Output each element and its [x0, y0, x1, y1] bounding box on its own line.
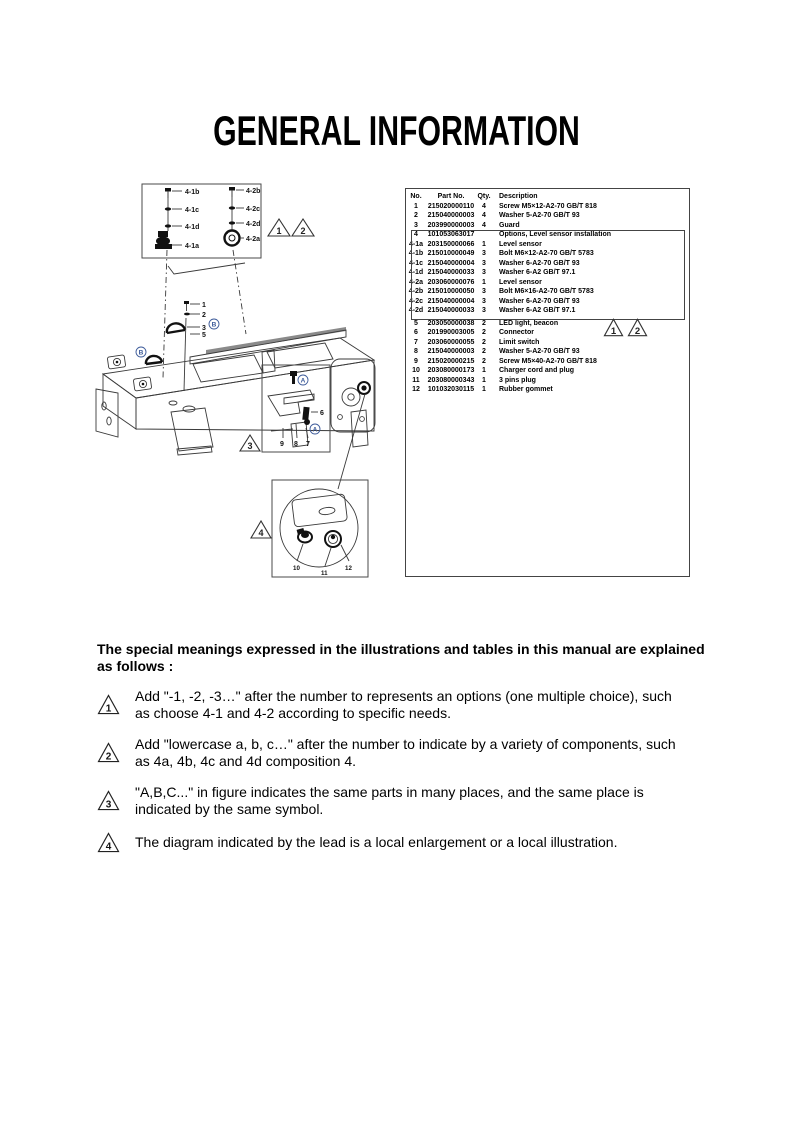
table-row [406, 240, 689, 250]
cell-part: 203050000038 [427, 319, 475, 327]
note-text: Add "-1, -2, -3…" after the number to represents an options (one multiple choice), such as choose 4-1 and 4-2 according to specific needs. [135, 688, 672, 721]
cell-no: 4-2d [408, 307, 424, 314]
cell-no: 6 [414, 329, 418, 336]
a-area-group [262, 365, 330, 452]
table-row [406, 338, 689, 348]
cell-part: 215040000004 [427, 259, 475, 267]
note-item [97, 784, 709, 817]
cell-no: 4-1a [408, 240, 423, 248]
callout-label-11: 11 [321, 570, 328, 577]
cell-qty [476, 230, 492, 240]
cell-no: 8 [414, 348, 418, 355]
figure-triangle-3-icon [240, 435, 260, 451]
callout-label-6: 6 [320, 410, 324, 417]
cell-part: 215020000215 [427, 357, 475, 365]
cell-desc: LED light, beacon [499, 319, 559, 327]
cell-desc: Options, Level sensor installation [499, 231, 612, 238]
cell-part: 201990003005 [427, 329, 475, 336]
cell-no: 5 [414, 319, 418, 327]
cell-part: 215040000004 [427, 297, 475, 305]
fastener-stack-4-2 [225, 187, 261, 246]
svg-text:1: 1 [610, 325, 617, 337]
cell-part: 215040000003 [427, 212, 475, 219]
cell-qty: 1 [482, 278, 486, 286]
callout-label-4-1c: 4-1c [185, 207, 200, 214]
col-header-no: No. [410, 193, 422, 200]
option-triangle-2-icon [292, 219, 314, 236]
cell-no: 11 [412, 376, 420, 384]
table-rows-options-box [406, 230, 689, 316]
cell-qty: 2 [482, 357, 486, 365]
cell-qty: 3 [482, 297, 486, 305]
cell-qty: 3 [482, 250, 486, 257]
table-row [406, 385, 689, 395]
cell-no: 4-1c [408, 259, 423, 267]
table-row [406, 230, 689, 240]
marker-a-letter: A [300, 377, 306, 385]
note-text: The diagram indicated by the lead is a local enlargement or a local illustration. [135, 834, 618, 851]
cell-no: 4-2c [408, 297, 423, 305]
col-header-part: Part No. [437, 193, 465, 200]
callout-label-12: 12 [345, 565, 352, 572]
cell-part: 215020000110 [427, 202, 475, 210]
cell-no: 4-2b [408, 288, 424, 295]
callout-label-4-1a: 4-1a [185, 243, 200, 250]
table-row [406, 211, 689, 221]
cell-qty: 3 [482, 259, 486, 267]
table-row [406, 202, 689, 212]
note-triangle-icon [97, 790, 120, 811]
cell-qty: 2 [482, 329, 486, 336]
note-text: Add "lowercase a, b, c…" after the number to indicate by a variety of components, such as 4a, 4b, 4c and 4d composition 4. [135, 736, 676, 769]
notes-section [97, 641, 709, 868]
cell-qty: 3 [482, 288, 486, 295]
table-row [406, 347, 689, 357]
callout-label-4-1d: 4-1d [185, 224, 200, 231]
cell-desc: Level sensor [499, 240, 542, 248]
note-item [97, 688, 709, 721]
table-triangle-2-icon [627, 318, 648, 337]
cell-qty: 1 [482, 376, 486, 384]
note-item [97, 736, 709, 769]
callout-label-5: 5 [202, 332, 206, 339]
cell-qty: 2 [482, 348, 486, 355]
callout-label-4-2b: 4-2b [246, 188, 261, 195]
cell-no: 4-1d [408, 269, 424, 276]
cell-part: 203080000343 [427, 376, 475, 384]
note-text: "A,B,C..." in figure indicates the same parts in many places, and the same place is indicated by the same symbol. [135, 784, 644, 817]
callout-label-2: 2 [202, 312, 206, 319]
cell-desc: Washer 5-A2-70 GB/T 93 [499, 348, 580, 355]
table-row [406, 376, 689, 386]
cell-desc: Bolt M6×12-A2-70 GB/T 5783 [499, 250, 594, 257]
svg-text:2: 2 [105, 751, 112, 763]
cell-qty: 1 [482, 386, 486, 393]
table-row [406, 278, 689, 288]
note-triangle-icon [97, 832, 120, 853]
note-triangle-icon [97, 694, 120, 715]
cell-part: 101032030115 [427, 386, 475, 393]
machine-chassis [96, 327, 375, 455]
cell-part: 203060000055 [427, 338, 475, 346]
svg-text:B: B [138, 349, 144, 357]
cell-no: 12 [412, 386, 420, 393]
cell-desc: Washer 6-A2-70 GB/T 93 [499, 259, 580, 267]
cell-qty: 1 [482, 367, 486, 374]
table-row [406, 249, 689, 259]
cell-part: 215040000003 [427, 348, 475, 355]
cell-part: 215040000033 [427, 269, 475, 276]
cell-desc: Connector [499, 329, 534, 336]
cell-no: 7 [414, 338, 418, 346]
cell-desc: Level sensor [499, 278, 542, 286]
page-title: GENERAL INFORMATION [213, 107, 580, 155]
callout-label-3: 3 [202, 325, 206, 332]
figure-triangle-4-icon [251, 521, 271, 538]
callout-stack-top [167, 301, 219, 391]
cell-no: 4 [414, 231, 418, 238]
svg-text:3: 3 [105, 799, 112, 811]
option-triangle-1-icon [268, 219, 290, 236]
table-row [406, 366, 689, 376]
col-header-qty: Qty. [477, 193, 491, 200]
cell-desc: Washer 5-A2-70 GB/T 93 [499, 212, 580, 219]
cell-part: 215010000050 [427, 288, 475, 295]
callout-label-9: 9 [280, 441, 284, 448]
table-row [406, 287, 689, 297]
cell-desc: Bolt M6×16-A2-70 GB/T 5783 [499, 288, 594, 295]
cell-no: 9 [414, 357, 418, 365]
callout-label-4-2a: 4-2a [246, 236, 261, 243]
svg-text:3: 3 [247, 441, 253, 451]
notes-list [97, 688, 709, 853]
cell-part: 203990000003 [427, 221, 475, 229]
svg-text:2: 2 [634, 325, 641, 337]
callout-label-4-2d: 4-2d [246, 221, 261, 228]
cell-part: 203080000173 [427, 367, 475, 374]
cell-part: 215010000049 [427, 250, 475, 257]
cell-part: 203150000066 [427, 240, 475, 248]
cell-qty: 4 [482, 221, 486, 229]
note-triangle-icon [97, 742, 120, 763]
cell-desc: Washer 6-A2-70 GB/T 93 [499, 297, 580, 305]
cell-qty: 2 [482, 319, 486, 327]
cell-part: 203060000076 [427, 278, 475, 286]
svg-text:1: 1 [105, 703, 112, 715]
table-row [406, 221, 689, 231]
table-row [406, 306, 689, 316]
cell-desc: Screw M5×12-A2-70 GB/T 818 [499, 202, 597, 210]
table-triangle-1-icon [603, 318, 624, 337]
note-item [97, 832, 709, 853]
callout-label-10: 10 [293, 565, 300, 572]
fastener-stack-4-1 [155, 188, 199, 250]
enlargement-box-group [272, 480, 368, 577]
callout-label-1: 1 [202, 302, 206, 309]
cell-desc: Guard [499, 221, 520, 229]
cell-desc: Washer 6-A2 GB/T 97.1 [499, 269, 576, 276]
notes-intro: The special meanings expressed in the illustrations and tables in this manual are explained as follows : [97, 641, 705, 674]
cell-part: 101053063017 [427, 231, 475, 238]
cell-no: 4-2a [408, 278, 423, 286]
cell-no: 10 [412, 367, 420, 374]
svg-text:4: 4 [258, 528, 264, 538]
svg-text:2: 2 [300, 226, 306, 236]
cell-qty: 3 [482, 269, 486, 276]
cell-desc: Rubber gommet [499, 386, 553, 393]
cell-qty: 2 [482, 338, 486, 346]
cell-desc: Charger cord and plug [499, 367, 575, 374]
marker-b-left [136, 347, 162, 364]
marker-b-letter: B [211, 321, 217, 329]
svg-text:A: A [312, 426, 318, 434]
table-row [406, 357, 689, 367]
cell-qty: 4 [482, 202, 486, 210]
cell-no: 2 [414, 212, 418, 219]
svg-text:4: 4 [105, 841, 112, 853]
table-header-row [406, 192, 689, 202]
parts-table [405, 188, 690, 577]
cell-qty: 3 [482, 307, 486, 314]
callout-label-4-1b: 4-1b [185, 189, 200, 196]
cell-desc: Screw M5×40-A2-70 GB/T 818 [499, 357, 597, 365]
cell-qty: 4 [482, 212, 486, 219]
table-row [406, 259, 689, 269]
cell-desc: 3 pins plug [499, 376, 536, 384]
callout-label-7: 7 [306, 441, 310, 448]
svg-text:1: 1 [276, 226, 282, 236]
callout-label-8: 8 [294, 441, 298, 448]
table-row [406, 268, 689, 278]
callout-label-4-2c: 4-2c [246, 206, 261, 213]
cell-no: 3 [414, 221, 418, 229]
cell-qty: 1 [482, 240, 486, 248]
cell-part: 215040000033 [427, 307, 475, 314]
cell-no: 1 [414, 202, 418, 210]
cell-no: 4-1b [408, 250, 424, 257]
table-row [406, 297, 689, 307]
col-header-desc: Description [499, 193, 538, 200]
cell-desc: Limit switch [499, 338, 540, 346]
cell-desc: Washer 6-A2 GB/T 97.1 [499, 307, 576, 314]
table-rows-top [406, 202, 689, 231]
